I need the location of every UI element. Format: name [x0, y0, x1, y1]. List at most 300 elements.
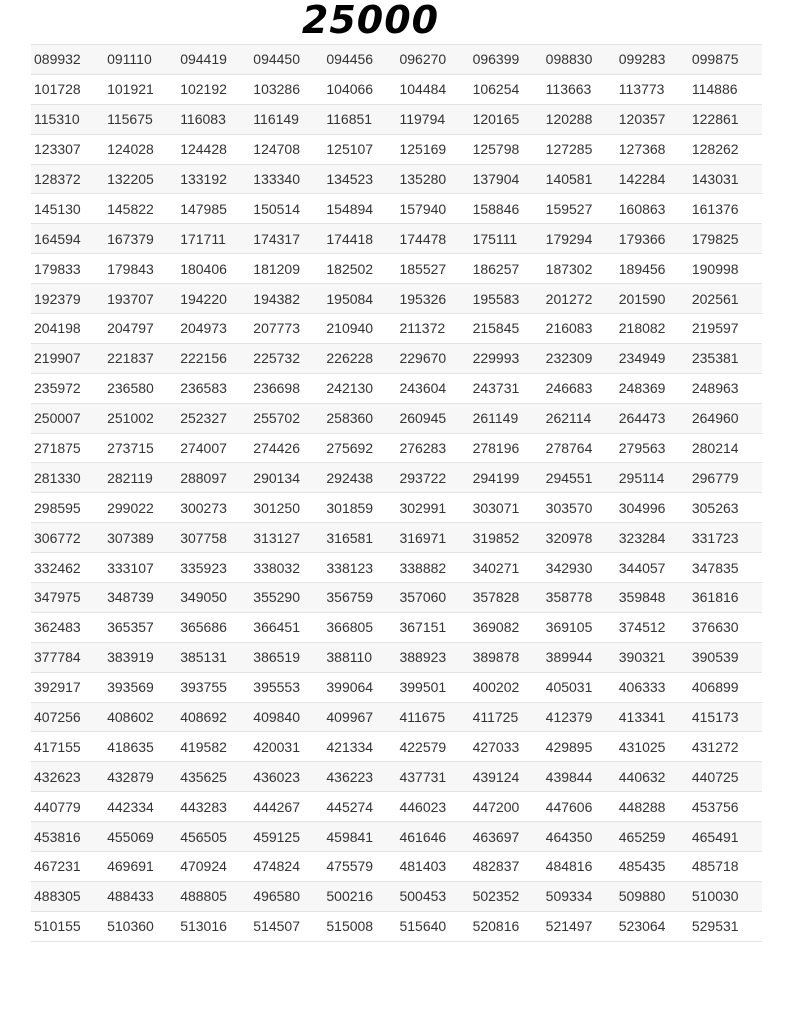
number-cell: 474824: [250, 852, 323, 882]
number-cell: 453816: [31, 822, 104, 852]
number-cell: 292438: [323, 463, 396, 493]
number-cell: 113663: [543, 74, 616, 104]
number-cell: 369082: [470, 612, 543, 642]
number-cell: 193707: [104, 284, 177, 314]
number-cell: 222156: [177, 343, 250, 373]
number-cell: 392917: [31, 672, 104, 702]
number-cell: 436023: [250, 762, 323, 792]
number-cell: 195084: [323, 284, 396, 314]
number-cell: 300273: [177, 493, 250, 523]
number-cell: 120165: [470, 104, 543, 134]
number-cell: 158846: [470, 194, 543, 224]
table-row: [31, 822, 762, 852]
number-cell: 096270: [396, 45, 469, 75]
number-cell: 313127: [250, 523, 323, 553]
number-cell: 515008: [323, 911, 396, 941]
number-cell: 335923: [177, 553, 250, 583]
number-cell: 509334: [543, 881, 616, 911]
number-cell: 362483: [31, 612, 104, 642]
number-cell: 252327: [177, 403, 250, 433]
number-cell: 248369: [616, 373, 689, 403]
number-cell: 482837: [470, 852, 543, 882]
number-cell: 127285: [543, 134, 616, 164]
number-cell: 440779: [31, 792, 104, 822]
number-cell: 301250: [250, 493, 323, 523]
number-cell: 405031: [543, 672, 616, 702]
number-cell: 159527: [543, 194, 616, 224]
number-cell: 202561: [689, 284, 762, 314]
number-cell: 104484: [396, 74, 469, 104]
number-cell: 127368: [616, 134, 689, 164]
number-cell: 229993: [470, 343, 543, 373]
number-cell: 348739: [104, 583, 177, 613]
number-cell: 147985: [177, 194, 250, 224]
table-row: [31, 194, 762, 224]
number-cell: 116083: [177, 104, 250, 134]
number-cell: 115675: [104, 104, 177, 134]
number-cell: 096399: [470, 45, 543, 75]
table-row: [31, 433, 762, 463]
number-cell: 431272: [689, 732, 762, 762]
number-cell: 243731: [470, 373, 543, 403]
number-cell: 102192: [177, 74, 250, 104]
number-cell: 250007: [31, 403, 104, 433]
number-cell: 347975: [31, 583, 104, 613]
number-cell: 408602: [104, 702, 177, 732]
number-cell: 436223: [323, 762, 396, 792]
table-row: [31, 224, 762, 254]
number-cell: 367151: [396, 612, 469, 642]
number-cell: 219907: [31, 343, 104, 373]
number-cell: 342930: [543, 553, 616, 583]
number-cell: 119794: [396, 104, 469, 134]
number-cell: 145822: [104, 194, 177, 224]
number-cell: 320978: [543, 523, 616, 553]
number-cell: 390321: [616, 642, 689, 672]
number-cell: 467231: [31, 852, 104, 882]
number-cell: 338123: [323, 553, 396, 583]
number-cell: 298595: [31, 493, 104, 523]
number-cell: 412379: [543, 702, 616, 732]
number-cell: 299022: [104, 493, 177, 523]
number-cell: 264960: [689, 403, 762, 433]
number-table: [31, 44, 762, 942]
table-row: [31, 553, 762, 583]
number-cell: 243604: [396, 373, 469, 403]
number-cell: 262114: [543, 403, 616, 433]
number-cell: 246683: [543, 373, 616, 403]
table-row: [31, 583, 762, 613]
number-cell: 290134: [250, 463, 323, 493]
number-cell: 304996: [616, 493, 689, 523]
number-cell: 510155: [31, 911, 104, 941]
number-cell: 161376: [689, 194, 762, 224]
number-cell: 383919: [104, 642, 177, 672]
number-cell: 469691: [104, 852, 177, 882]
number-cell: 133192: [177, 164, 250, 194]
number-cell: 133340: [250, 164, 323, 194]
number-cell: 470924: [177, 852, 250, 882]
number-cell: 258360: [323, 403, 396, 433]
number-cell: 437731: [396, 762, 469, 792]
number-cell: 331723: [689, 523, 762, 553]
number-cell: 098830: [543, 45, 616, 75]
number-cell: 415173: [689, 702, 762, 732]
number-cell: 446023: [396, 792, 469, 822]
number-cell: 319852: [470, 523, 543, 553]
number-cell: 357828: [470, 583, 543, 613]
number-cell: 157940: [396, 194, 469, 224]
number-cell: 421334: [323, 732, 396, 762]
number-cell: 210940: [323, 314, 396, 344]
number-cell: 515640: [396, 911, 469, 941]
number-cell: 094456: [323, 45, 396, 75]
table-row: [31, 164, 762, 194]
number-cell: 204797: [104, 314, 177, 344]
number-cell: 386519: [250, 642, 323, 672]
table-row: [31, 881, 762, 911]
number-cell: 101728: [31, 74, 104, 104]
number-cell: 295114: [616, 463, 689, 493]
number-cell: 293722: [396, 463, 469, 493]
number-cell: 142284: [616, 164, 689, 194]
number-cell: 135280: [396, 164, 469, 194]
number-cell: 124708: [250, 134, 323, 164]
number-cell: 307758: [177, 523, 250, 553]
table-row: [31, 45, 762, 75]
number-cell: 174317: [250, 224, 323, 254]
number-cell: 174418: [323, 224, 396, 254]
number-cell: 195583: [470, 284, 543, 314]
number-cell: 234949: [616, 343, 689, 373]
number-cell: 180406: [177, 254, 250, 284]
number-cell: 187302: [543, 254, 616, 284]
number-cell: 125169: [396, 134, 469, 164]
number-cell: 485435: [616, 852, 689, 882]
number-cell: 420031: [250, 732, 323, 762]
number-cell: 123307: [31, 134, 104, 164]
number-cell: 411725: [470, 702, 543, 732]
number-cell: 279563: [616, 433, 689, 463]
number-cell: 154894: [323, 194, 396, 224]
number-cell: 275692: [323, 433, 396, 463]
table-row: [31, 463, 762, 493]
number-cell: 369105: [543, 612, 616, 642]
number-cell: 274426: [250, 433, 323, 463]
number-cell: 419582: [177, 732, 250, 762]
number-cell: 194382: [250, 284, 323, 314]
number-cell: 500453: [396, 881, 469, 911]
number-cell: 255702: [250, 403, 323, 433]
number-cell: 302991: [396, 493, 469, 523]
number-cell: 236583: [177, 373, 250, 403]
table-row: [31, 672, 762, 702]
number-cell: 439844: [543, 762, 616, 792]
number-cell: 385131: [177, 642, 250, 672]
number-cell: 447200: [470, 792, 543, 822]
number-cell: 101921: [104, 74, 177, 104]
number-table-body: [31, 45, 762, 942]
number-cell: 393569: [104, 672, 177, 702]
number-cell: 459125: [250, 822, 323, 852]
number-cell: 365686: [177, 612, 250, 642]
number-cell: 464350: [543, 822, 616, 852]
table-row: [31, 403, 762, 433]
number-cell: 235381: [689, 343, 762, 373]
number-cell: 204973: [177, 314, 250, 344]
table-row: [31, 642, 762, 672]
number-cell: 357060: [396, 583, 469, 613]
number-cell: 366805: [323, 612, 396, 642]
number-cell: 167379: [104, 224, 177, 254]
number-cell: 406899: [689, 672, 762, 702]
number-cell: 349050: [177, 583, 250, 613]
number-cell: 124028: [104, 134, 177, 164]
number-cell: 442334: [104, 792, 177, 822]
number-cell: 204198: [31, 314, 104, 344]
number-cell: 358778: [543, 583, 616, 613]
number-cell: 443283: [177, 792, 250, 822]
number-cell: 164594: [31, 224, 104, 254]
number-cell: 395553: [250, 672, 323, 702]
number-cell: 201272: [543, 284, 616, 314]
number-cell: 099283: [616, 45, 689, 75]
number-cell: 461646: [396, 822, 469, 852]
number-cell: 332462: [31, 553, 104, 583]
number-cell: 432879: [104, 762, 177, 792]
number-cell: 429895: [543, 732, 616, 762]
number-cell: 174478: [396, 224, 469, 254]
number-cell: 192379: [31, 284, 104, 314]
table-row: [31, 523, 762, 553]
number-cell: 399501: [396, 672, 469, 702]
number-cell: 510030: [689, 881, 762, 911]
table-row: [31, 762, 762, 792]
number-cell: 194220: [177, 284, 250, 314]
number-cell: 181209: [250, 254, 323, 284]
table-row: [31, 284, 762, 314]
number-cell: 225732: [250, 343, 323, 373]
number-cell: 307389: [104, 523, 177, 553]
number-cell: 261149: [470, 403, 543, 433]
number-cell: 301859: [323, 493, 396, 523]
number-cell: 128262: [689, 134, 762, 164]
number-cell: 124428: [177, 134, 250, 164]
number-cell: 475579: [323, 852, 396, 882]
table-row: [31, 792, 762, 822]
number-cell: 366451: [250, 612, 323, 642]
number-cell: 122861: [689, 104, 762, 134]
number-cell: 435625: [177, 762, 250, 792]
table-row: [31, 254, 762, 284]
number-cell: 316581: [323, 523, 396, 553]
number-cell: 115310: [31, 104, 104, 134]
number-cell: 465259: [616, 822, 689, 852]
number-cell: 120288: [543, 104, 616, 134]
number-cell: 207773: [250, 314, 323, 344]
number-cell: 189456: [616, 254, 689, 284]
number-cell: 128372: [31, 164, 104, 194]
number-cell: 306772: [31, 523, 104, 553]
table-row: [31, 702, 762, 732]
number-cell: 377784: [31, 642, 104, 672]
number-cell: 260945: [396, 403, 469, 433]
number-cell: 235972: [31, 373, 104, 403]
number-cell: 120357: [616, 104, 689, 134]
number-cell: 094419: [177, 45, 250, 75]
number-cell: 427033: [470, 732, 543, 762]
number-cell: 195326: [396, 284, 469, 314]
number-cell: 143031: [689, 164, 762, 194]
number-cell: 160863: [616, 194, 689, 224]
number-cell: 242130: [323, 373, 396, 403]
table-row: [31, 104, 762, 134]
number-cell: 106254: [470, 74, 543, 104]
number-cell: 137904: [470, 164, 543, 194]
number-cell: 521497: [543, 911, 616, 941]
number-cell: 089932: [31, 45, 104, 75]
number-cell: 303570: [543, 493, 616, 523]
number-cell: 333107: [104, 553, 177, 583]
number-cell: 408692: [177, 702, 250, 732]
number-cell: 365357: [104, 612, 177, 642]
number-cell: 190998: [689, 254, 762, 284]
number-cell: 447606: [543, 792, 616, 822]
number-cell: 271875: [31, 433, 104, 463]
number-cell: 520816: [470, 911, 543, 941]
number-cell: 409967: [323, 702, 396, 732]
number-cell: 278196: [470, 433, 543, 463]
number-cell: 201590: [616, 284, 689, 314]
number-cell: 485718: [689, 852, 762, 882]
number-cell: 388923: [396, 642, 469, 672]
number-cell: 099875: [689, 45, 762, 75]
table-row: [31, 732, 762, 762]
number-cell: 374512: [616, 612, 689, 642]
number-cell: 316971: [396, 523, 469, 553]
number-cell: 344057: [616, 553, 689, 583]
number-cell: 296779: [689, 463, 762, 493]
number-cell: 500216: [323, 881, 396, 911]
number-cell: 094450: [250, 45, 323, 75]
number-cell: 179825: [689, 224, 762, 254]
number-cell: 236580: [104, 373, 177, 403]
number-cell: 179366: [616, 224, 689, 254]
number-cell: 116149: [250, 104, 323, 134]
number-cell: 529531: [689, 911, 762, 941]
number-cell: 125107: [323, 134, 396, 164]
number-cell: 400202: [470, 672, 543, 702]
number-cell: 185527: [396, 254, 469, 284]
number-cell: 455069: [104, 822, 177, 852]
number-cell: 218082: [616, 314, 689, 344]
number-cell: 232309: [543, 343, 616, 373]
table-row: [31, 74, 762, 104]
number-cell: 432623: [31, 762, 104, 792]
number-cell: 282119: [104, 463, 177, 493]
number-table-container: [31, 44, 762, 942]
number-cell: 413341: [616, 702, 689, 732]
number-cell: 114886: [689, 74, 762, 104]
number-cell: 091110: [104, 45, 177, 75]
table-row: [31, 852, 762, 882]
number-cell: 510360: [104, 911, 177, 941]
number-cell: 459841: [323, 822, 396, 852]
number-cell: 140581: [543, 164, 616, 194]
number-cell: 445274: [323, 792, 396, 822]
number-cell: 113773: [616, 74, 689, 104]
number-cell: 411675: [396, 702, 469, 732]
number-cell: 338882: [396, 553, 469, 583]
number-cell: 221837: [104, 343, 177, 373]
number-cell: 355290: [250, 583, 323, 613]
number-cell: 453756: [689, 792, 762, 822]
number-cell: 125798: [470, 134, 543, 164]
number-cell: 179294: [543, 224, 616, 254]
number-cell: 323284: [616, 523, 689, 553]
number-cell: 340271: [470, 553, 543, 583]
number-cell: 488433: [104, 881, 177, 911]
number-cell: 150514: [250, 194, 323, 224]
number-cell: 417155: [31, 732, 104, 762]
number-cell: 179833: [31, 254, 104, 284]
number-cell: 182502: [323, 254, 396, 284]
number-cell: 444267: [250, 792, 323, 822]
number-cell: 399064: [323, 672, 396, 702]
number-cell: 406333: [616, 672, 689, 702]
number-cell: 134523: [323, 164, 396, 194]
number-cell: 361816: [689, 583, 762, 613]
number-cell: 439124: [470, 762, 543, 792]
number-cell: 465491: [689, 822, 762, 852]
number-cell: 264473: [616, 403, 689, 433]
number-cell: 294551: [543, 463, 616, 493]
number-cell: 236698: [250, 373, 323, 403]
number-cell: 356759: [323, 583, 396, 613]
table-row: [31, 911, 762, 941]
table-row: [31, 373, 762, 403]
number-cell: 481403: [396, 852, 469, 882]
number-cell: 303071: [470, 493, 543, 523]
number-cell: 274007: [177, 433, 250, 463]
number-cell: 338032: [250, 553, 323, 583]
number-cell: 251002: [104, 403, 177, 433]
number-cell: 409840: [250, 702, 323, 732]
number-cell: 431025: [616, 732, 689, 762]
number-cell: 389944: [543, 642, 616, 672]
number-cell: 273715: [104, 433, 177, 463]
table-row: [31, 134, 762, 164]
number-cell: 171711: [177, 224, 250, 254]
number-cell: 502352: [470, 881, 543, 911]
number-cell: 463697: [470, 822, 543, 852]
number-cell: 376630: [689, 612, 762, 642]
number-cell: 389878: [470, 642, 543, 672]
number-cell: 523064: [616, 911, 689, 941]
number-cell: 226228: [323, 343, 396, 373]
number-cell: 219597: [689, 314, 762, 344]
table-row: [31, 343, 762, 373]
number-cell: 215845: [470, 314, 543, 344]
number-cell: 116851: [323, 104, 396, 134]
number-cell: 440632: [616, 762, 689, 792]
number-cell: 281330: [31, 463, 104, 493]
number-cell: 440725: [689, 762, 762, 792]
number-cell: 229670: [396, 343, 469, 373]
number-cell: 132205: [104, 164, 177, 194]
number-cell: 278764: [543, 433, 616, 463]
table-row: [31, 314, 762, 344]
